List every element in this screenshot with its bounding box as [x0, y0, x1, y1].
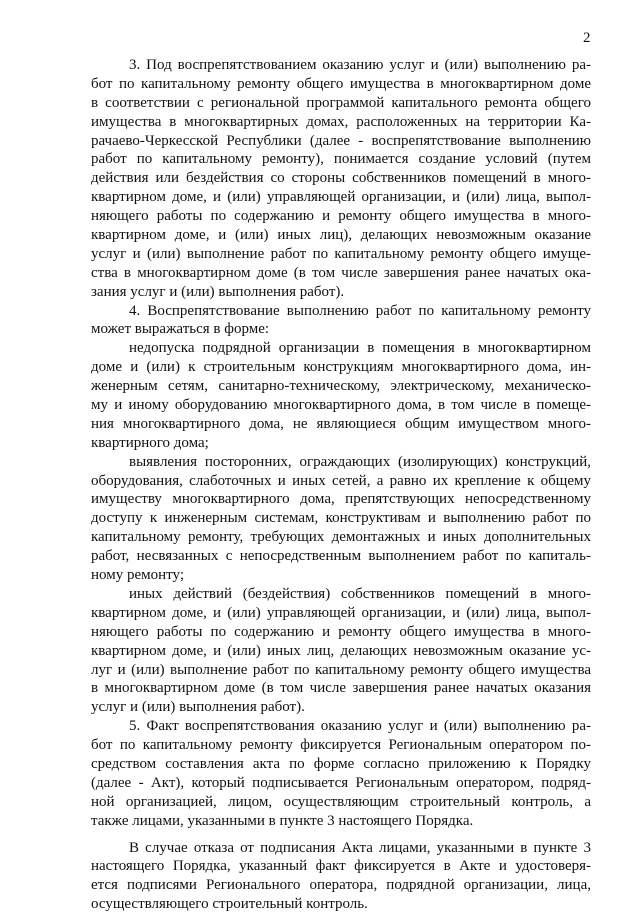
text-line: может выражаться в форме: [91, 321, 270, 338]
text-line: оборудования, слаботочных и иных сетей, а равно их крепление к общему [91, 472, 591, 489]
text-line: осуществляющего строительный контроль. [91, 896, 368, 913]
text-line: рачаево-Черкесской Республики (далее - воспрепятствование выполнению [91, 132, 591, 149]
text-line: (далее - Акт), который подписывается Региональным оператором, подряд- [91, 774, 591, 791]
text-line: ному ремонту; [91, 567, 184, 584]
paragraph [91, 339, 591, 452]
text-line: действия или бездействия со стороны собственников помещений в много- [91, 170, 591, 187]
paragraph [91, 585, 591, 717]
text-line: доступу к инженерным системам, конструктивам и выполнению работ по [91, 510, 591, 527]
text-line: ства в многоквартирном доме (в том числе завершения ранее начатых ока- [91, 264, 591, 281]
text-line: женерным сетям, санитарно-техническому, электрическому, механическо- [91, 378, 591, 395]
text-line: ется подписями Регионального оператора, подрядной организации, лица, [91, 877, 591, 894]
text-line: ния многоквартирного дома, не являющиеся общим имуществом много- [91, 415, 591, 432]
paragraph [91, 717, 591, 830]
text-line: бот по капитальному ремонту фиксируется Региональным оператором по- [91, 737, 591, 754]
text-line: имуществу многоквартирного дома, препятствующих непосредственному [91, 491, 591, 508]
text-line: ной организацией, лицом, осуществляющим строительный контроль, а [91, 793, 591, 810]
text-line: няющего работы по содержанию и ремонту общего имущества в много- [91, 208, 591, 225]
paragraph [91, 453, 591, 585]
text-line: квартирном доме, и (или) управляющей организации, и (или) лица, выпол- [91, 604, 591, 621]
text-line: услуг и (или) выполнение работ по капитальному ремонту общего имуще- [91, 245, 591, 262]
text-line: В случае отказа от подписания Акта лицами, указанными в пункте 3 [129, 839, 591, 856]
text-line: му и иному оборудованию многоквартирного дома, в том числе в помеще- [91, 397, 591, 414]
text-line: капитальному ремонту, требующих демонтажных и иных дополнительных [91, 529, 591, 546]
text-line: 3. Под воспрепятствованием оказанию услуг и (или) выполнению ра- [129, 57, 591, 73]
text-line: доме и (или) к строительным конструкциям многоквартирного дома, ин- [91, 359, 591, 376]
text-line: 5. Факт воспрепятствования оказанию услуг и (или) выполнению ра- [129, 718, 591, 735]
text-line: работ, несвязанных с непосредственным выполнением работ по капиталь- [91, 548, 591, 565]
text-line: услуг и (или) выполнения работ). [91, 699, 305, 716]
text-line: выявления посторонних, ограждающих (изолирующих) конструкций, [129, 453, 591, 470]
text-line: квартирном доме, и (или) иных лиц, делающих невозможным оказание ус- [91, 642, 591, 659]
paragraph [91, 56, 591, 302]
text-line: настоящего Порядка, указанный факт фиксируется в Акте и удостоверя- [91, 858, 591, 875]
text-line: квартирном доме, и (или) иных лиц), делающих невозможным оказание [91, 227, 591, 244]
document-body [91, 56, 591, 914]
text-line: квартирного дома; [91, 434, 209, 451]
text-line: иных действий (бездействия) собственников помещений в много- [129, 585, 591, 602]
text-line: имущества в многоквартирных домах, расположенных на территории Ка- [91, 113, 591, 130]
paragraph [91, 302, 591, 340]
text-line: няющего работы по содержанию и ремонту общего имущества в много- [91, 623, 591, 640]
page-number: 2 [583, 30, 591, 46]
text-line: квартирном доме, и (или) управляющей организации, и (или) лица, выпол- [91, 189, 591, 206]
text-line: недопуска подрядной организации в помещения в многоквартирном [129, 340, 591, 357]
paragraph [91, 839, 591, 914]
text-line: работ по капитальному ремонту), понимается создание условий (путем [91, 151, 591, 168]
text-line: в многоквартирном доме (в том числе завершения ранее начатых оказания [91, 680, 591, 697]
text-line: 4. Воспрепятствование выполнению работ по капитальному ремонту [129, 302, 591, 319]
text-line: бот по капитальному ремонту общего имущества в многоквартирном доме [91, 75, 591, 92]
text-line: в соответствии с региональной программой капитального ремонта общего [91, 94, 591, 111]
text-line: луг и (или) выполнение работ по капитальному ремонту общего имущества [91, 661, 591, 678]
text-line: зания услуг и (или) выполнения работ). [91, 283, 345, 300]
paragraph-spacer [91, 831, 591, 839]
text-line: также лицами, указанными в пункте 3 настоящего Порядка. [91, 812, 474, 829]
text-line: средством составления акта по форме согласно приложению к Порядку [91, 755, 591, 772]
